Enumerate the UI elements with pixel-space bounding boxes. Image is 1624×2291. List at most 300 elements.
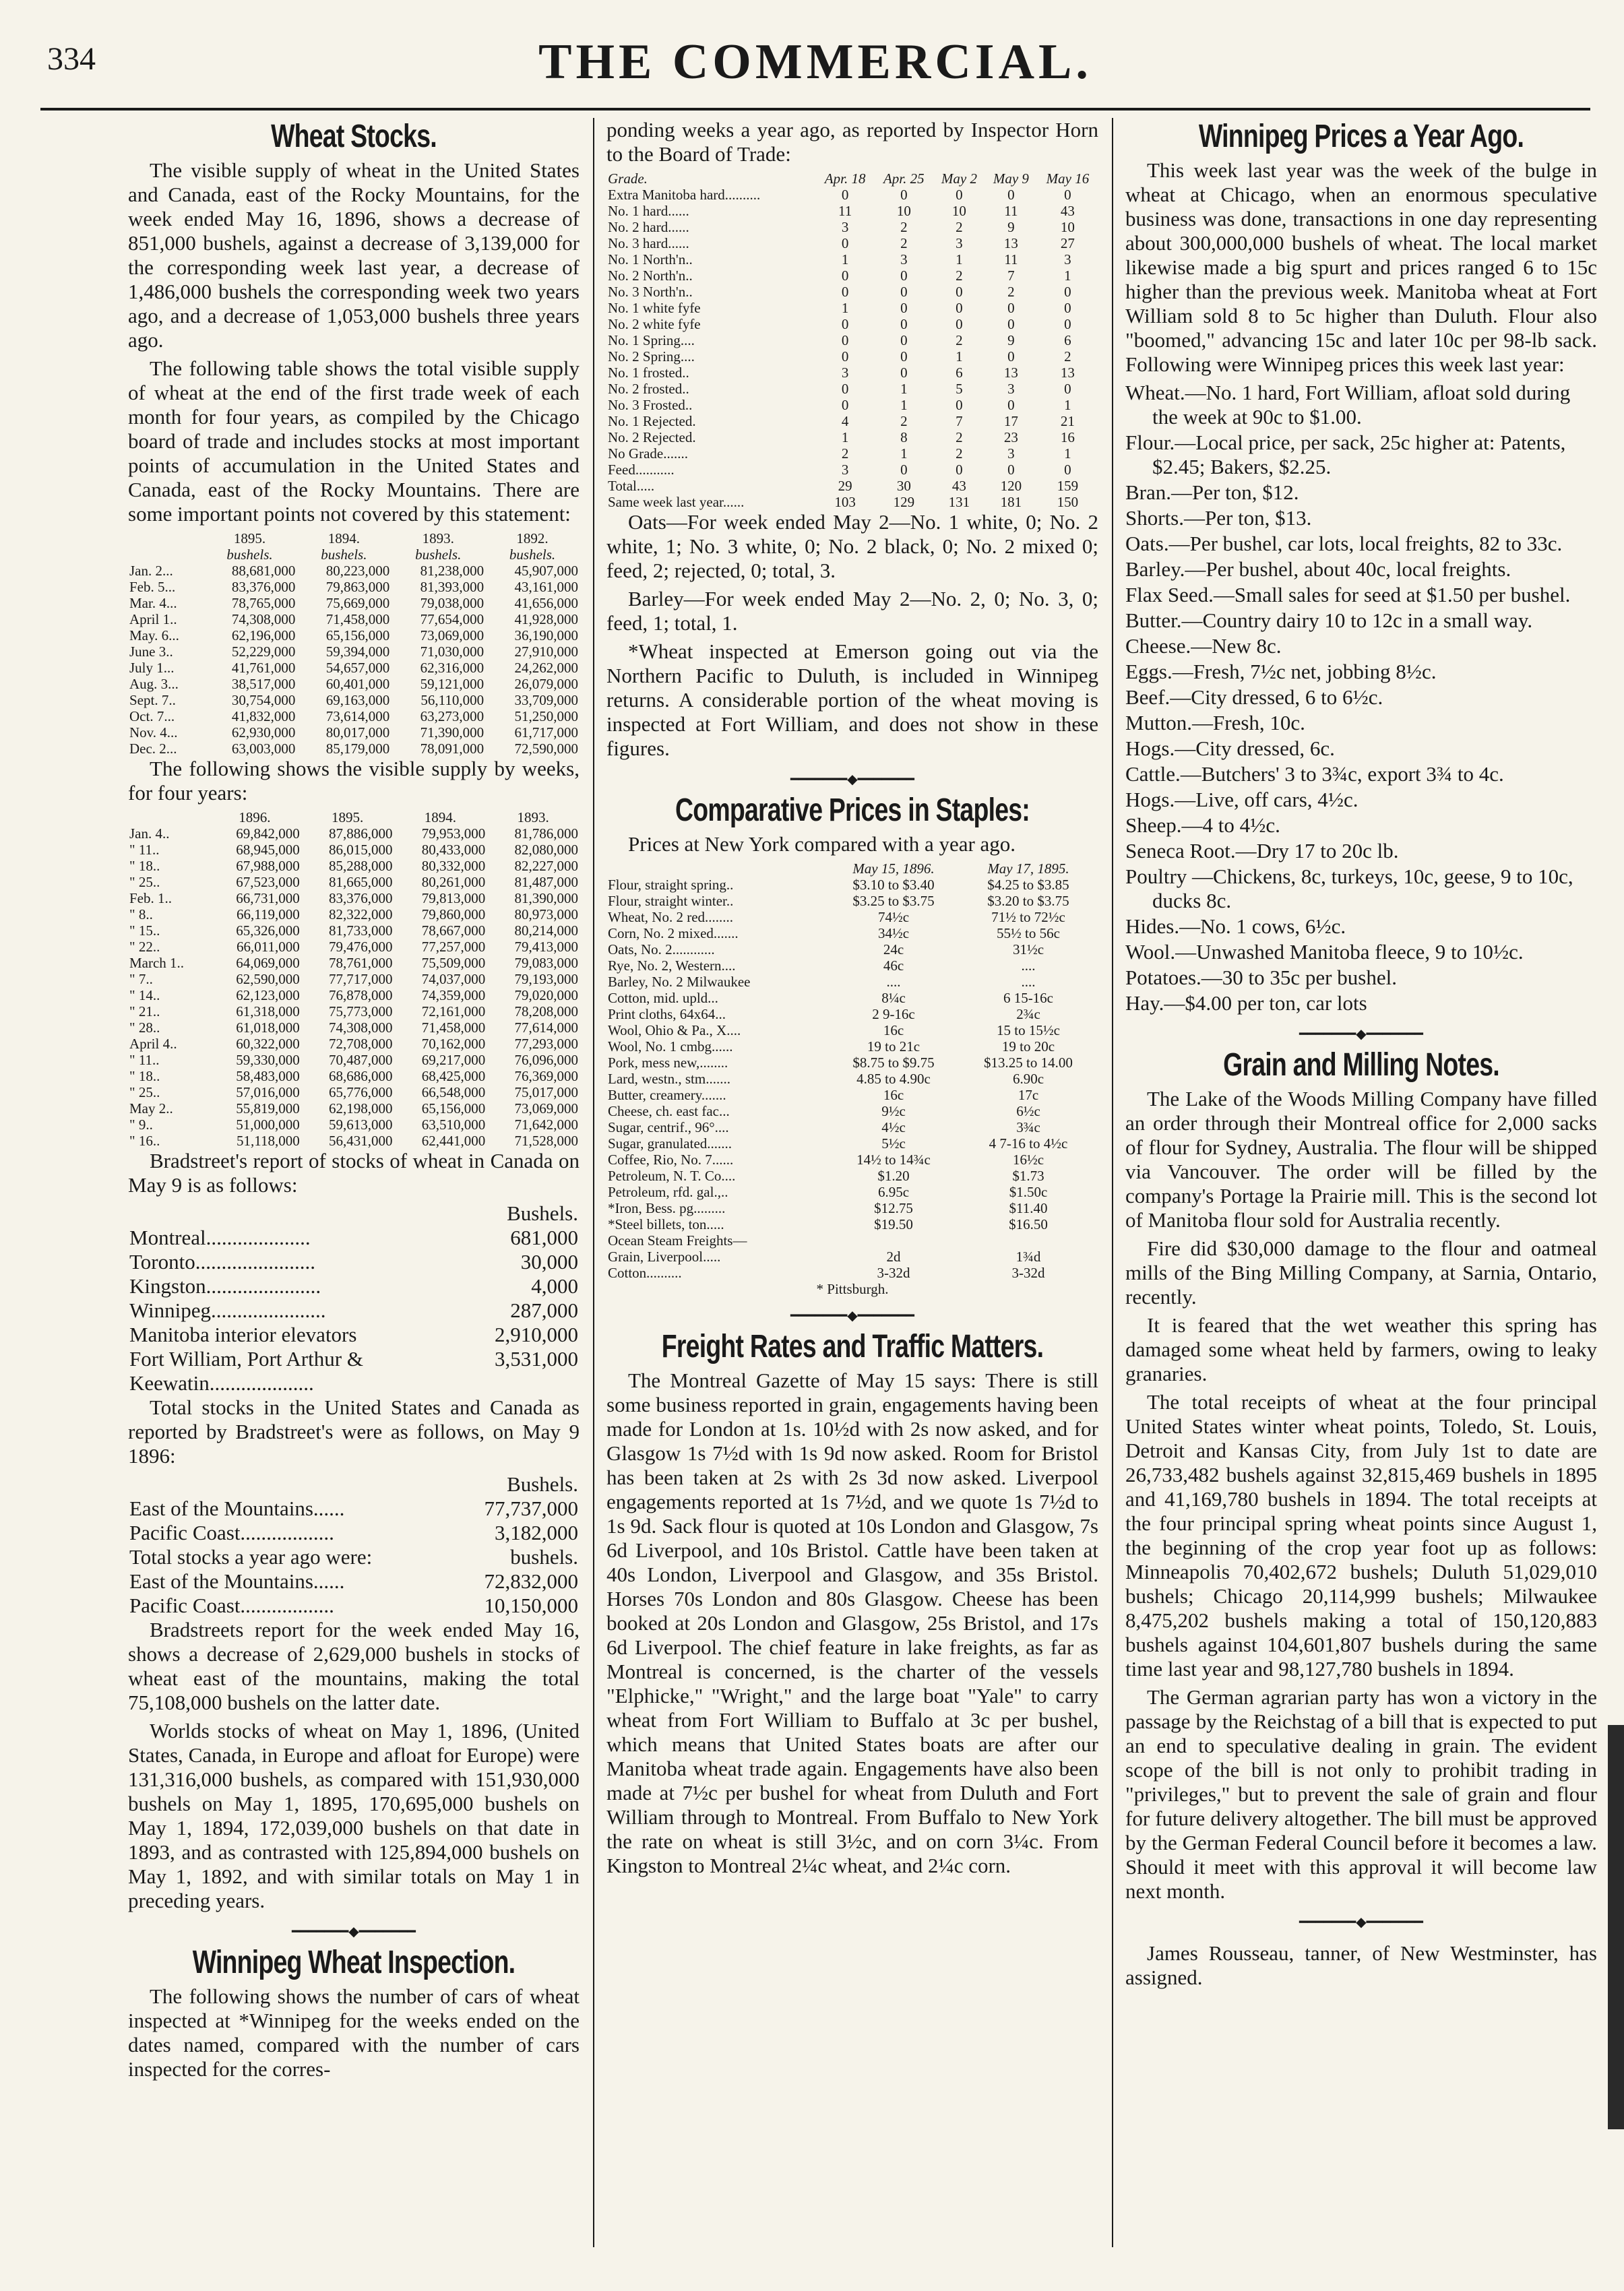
row-label: Pacific Coast.................. <box>129 1521 334 1544</box>
freight-heading: Freight Rates and Traffic Matters. <box>661 1329 1044 1364</box>
row-label: Jan. 4.. <box>129 825 170 842</box>
cell-value: 11 <box>1004 203 1018 219</box>
row-label: Flour, straight winter.. <box>608 893 734 909</box>
cell-value: 59,613,000 <box>328 1117 393 1133</box>
table-row <box>606 219 1098 235</box>
cell-value: 62,123,000 <box>236 987 300 1003</box>
grade-header: Grade. <box>608 170 648 187</box>
cell-value: 0 <box>900 462 908 478</box>
cell-value: 71,030,000 <box>420 644 485 660</box>
cell-value: 9½c <box>881 1103 906 1119</box>
canada-stocks-table <box>128 1201 580 1395</box>
unit-header: Bushels. <box>507 1201 578 1225</box>
cell-value: 0 <box>1064 300 1071 316</box>
cell-value: 41,832,000 <box>231 708 296 724</box>
cell-value: 1 <box>900 445 908 462</box>
cell-value: 31½c <box>1012 941 1044 958</box>
cell-value: 72,161,000 <box>421 1003 486 1019</box>
row-label: No. 3 North'n.. <box>608 284 693 300</box>
row-label: July 1... <box>129 660 175 676</box>
date-header: May 17, 1895. <box>987 860 1069 877</box>
row-label: " 11.. <box>129 1052 160 1068</box>
price-item: Wheat.—No. 1 hard, Fort William, afloat sold during the week at 90c to $1.00. <box>1125 381 1571 429</box>
row-label: Mar. 4... <box>129 595 177 611</box>
cell-value: 24c <box>883 941 904 958</box>
cell-value: 82,322,000 <box>328 906 393 922</box>
cell-value: 55,819,000 <box>236 1100 300 1117</box>
row-label: " 11.. <box>129 842 160 858</box>
cell-value: 71½ to 72½c <box>991 909 1065 925</box>
total-value: 159 <box>1057 478 1079 494</box>
table-row <box>128 644 580 660</box>
cell-value: 76,878,000 <box>328 987 393 1003</box>
cell-value: 0 <box>956 187 963 203</box>
cell-value: 66,011,000 <box>236 939 300 955</box>
cell-value: 2 <box>900 413 908 429</box>
column-rule-1 <box>593 118 594 2247</box>
cell-value: 41,656,000 <box>514 595 578 611</box>
cell-value: 56,110,000 <box>420 692 485 708</box>
row-label: May. 6... <box>129 627 179 644</box>
row-label: " 14.. <box>129 987 160 1003</box>
row-label: Aug. 3... <box>129 676 179 692</box>
cell-value: 76,369,000 <box>514 1068 578 1084</box>
table-row <box>606 187 1098 203</box>
cell-value: 75,509,000 <box>421 955 486 971</box>
cell-value: 3 <box>841 462 849 478</box>
cell-value: 71,458,000 <box>421 1019 486 1036</box>
table-row <box>128 563 580 579</box>
cell-value: 4 <box>841 413 849 429</box>
cell-value: .... <box>886 974 901 990</box>
table-row <box>128 1497 580 1521</box>
cell-value: 13 <box>1060 365 1075 381</box>
row-label: Kingston...................... <box>129 1274 321 1298</box>
cell-value: 1 <box>841 251 849 268</box>
date-header: May 2 <box>941 170 977 187</box>
table-row <box>128 1133 580 1149</box>
table-row <box>606 462 1098 478</box>
price-item: Mutton.—Fresh, 10c. <box>1125 711 1305 734</box>
table-row <box>128 890 580 906</box>
same-week-label: Same week last year...... <box>608 494 745 510</box>
cell-value: 0 <box>1007 462 1015 478</box>
cell-value: 83,376,000 <box>328 890 393 906</box>
table-row <box>606 1055 1098 1071</box>
year-header: 1896. <box>239 809 271 825</box>
date-header: Apr. 25 <box>883 170 925 187</box>
cell-value: 79,863,000 <box>325 579 390 595</box>
cell-value: 62,441,000 <box>421 1133 486 1149</box>
table-row <box>606 203 1098 219</box>
price-item: Barley.—Per bushel, about 40c, local freights. <box>1125 557 1511 581</box>
cell-value: 0 <box>956 397 963 413</box>
cell-value: 69,842,000 <box>236 825 300 842</box>
cell-value: 81,733,000 <box>328 922 393 939</box>
cell-value: 77,293,000 <box>514 1036 578 1052</box>
row-label: Print cloths, 64x64... <box>608 1006 726 1022</box>
row-label: No. 1 white fyfe <box>608 300 701 316</box>
cell-value: 0 <box>841 332 849 348</box>
unit-header: bushels. <box>226 546 273 563</box>
winnipeg-prices-p1: This week last year was the week of the bulge in wheat at Chicago, when an enormous speculative business was done, transactions in one day representing about 300,000,000 bushels of wheat. The local market likewise made a big spurt and prices ranged 6 to 15c higher than the previous week. Manitoba wheat at Fort William sold 8 to 5c higher than Duluth. Flour also "boomed," advancing 15c and later 10c per 98-lb sack. Following were Winnipeg prices this week last year: <box>1125 158 1597 376</box>
row-label: " 25.. <box>129 874 160 890</box>
total-stocks-table <box>128 1472 580 1618</box>
cell-value: 2,910,000 <box>495 1323 578 1346</box>
cell-value: 1 <box>1064 397 1071 413</box>
table-row <box>128 1052 580 1068</box>
cell-value: 71,528,000 <box>514 1133 578 1149</box>
row-label: Feb. 1.. <box>129 890 172 906</box>
row-label: Flour, straight spring.. <box>608 877 734 893</box>
cell-value: 63,273,000 <box>420 708 485 724</box>
row-label: No Grade....... <box>608 445 688 462</box>
winnipeg-prices-heading: Winnipeg Prices a Year Ago. <box>1198 119 1524 154</box>
row-label: Extra Manitoba hard.......... <box>608 187 761 203</box>
cell-value: 66,731,000 <box>236 890 300 906</box>
total-value: 29 <box>838 478 852 494</box>
row-label: " 8.. <box>129 906 153 922</box>
cell-value: 46c <box>883 958 904 974</box>
weekly-supply-table <box>128 809 580 1149</box>
cell-value: 77,717,000 <box>328 971 393 987</box>
total-value: 30 <box>896 478 911 494</box>
cell-value: 1 <box>900 397 908 413</box>
cell-value: 77,737,000 <box>484 1497 578 1520</box>
column-1 <box>128 118 580 2271</box>
grain-milling-p1: The Lake of the Woods Milling Company have filled an order through their Montreal office for 2,000 sacks of flour for Sydney, Australia. The flour will be shipped via Vancouver. The order will be filled by the company's Portage la Prairie mill. This is the second lot of Manitoba flour sold for Australia recently. <box>1125 1087 1597 1232</box>
table-row <box>606 365 1098 381</box>
cell-value: 10 <box>1060 219 1075 235</box>
cell-value: 64,069,000 <box>236 955 300 971</box>
cell-value: 0 <box>900 316 908 332</box>
freight-paragraph: The Montreal Gazette of May 15 says: There is still some business reported in grain, engagements having been made for London at 1s. 10½d with 2s now asked, and for Glasgow 1s 7½d with 1s 9d now asked. Room for Bristol has been taken at 2s with 2s 3d now asked. Liverpool engagements reported at 1s 7½d, and we quote 1s 7½d to 1s 9d. Sack flour is quoted at 10s London and Glasgow, 7s 6d Liverpool, and 10s Bristol. Cattle have been taken at 40s London, Liverpool and Glasgow, and 35s Bristol. Horses 70s London and 80s Glasgow. Cheese has been booked at 20s London and Glasgow, 25s Bristol, and 17s 6d Liverpool. The chief feature in lake freights, as far as Montreal is concerned, is the charter of the vessels "Elphicke," "Wright," and the large boat "Yale" to carry wheat from Fort William to Buffalo at 3c per bushel, which means that United States boats are after our Manitoba wheat trade again. Engagements have also been made at 7½c per bushel for wheat from Duluth and Fort William through to Montreal. From Buffalo to New York the rate on wheat is still 3½c, and on corn 3¼c. From Kingston to Montreal 2¼c wheat, and 2¼c corn. <box>606 1369 1098 1877</box>
row-label: " 15.. <box>129 922 160 939</box>
table-row <box>128 724 580 741</box>
cell-value: 56,431,000 <box>328 1133 393 1149</box>
row-label: Jan. 2... <box>129 563 173 579</box>
cell-value: 0 <box>1064 187 1071 203</box>
cell-value: 1 <box>841 429 849 445</box>
cell-value: 0 <box>1007 187 1015 203</box>
row-label: No. 2 North'n.. <box>608 268 693 284</box>
grain-milling-p5: The German agrarian party has won a victory in the passage by the Reichstag of a bill that is expected to put an end to speculative dealing in grain. The evident scope of the bill is not only to prohibit trading in "privileges," but to prevent the sale of grain and flour for future delivery altogether. The bill must be approved by the German Federal Council before it becomes a law. Should it meet with this approval it will become law next month. <box>1125 1685 1597 1903</box>
cell-value: 68,945,000 <box>236 842 300 858</box>
cell-value: 41,928,000 <box>514 611 578 627</box>
year-header: 1893. <box>422 530 454 546</box>
cell-value: $8.75 to $9.75 <box>852 1055 935 1071</box>
cell-value: $4.25 to $3.85 <box>987 877 1069 893</box>
table-row <box>128 1068 580 1084</box>
table-row <box>606 397 1098 413</box>
cell-value: 6.95c <box>877 1184 910 1200</box>
cell-value: $3.25 to $3.75 <box>852 893 935 909</box>
cell-value: 1 <box>841 300 849 316</box>
cell-value: 66,119,000 <box>236 906 300 922</box>
cell-value: 80,017,000 <box>325 724 390 741</box>
grain-milling-heading: Grain and Milling Notes. <box>1223 1047 1499 1083</box>
cell-value: 6.90c <box>1012 1071 1044 1087</box>
cell-value: 82,080,000 <box>514 842 578 858</box>
cell-value: 0 <box>1064 316 1071 332</box>
cell-value: 69,163,000 <box>325 692 390 708</box>
table-row <box>606 974 1098 990</box>
cell-value: 74,308,000 <box>328 1019 393 1036</box>
cell-value: 43 <box>1060 203 1075 219</box>
row-label: Dec. 2... <box>129 741 177 757</box>
cell-value: 79,953,000 <box>421 825 486 842</box>
row-label: Sugar, granulated....... <box>608 1135 732 1152</box>
cell-value: 3 <box>841 219 849 235</box>
row-label: No. 1 Rejected. <box>608 413 696 429</box>
wheat-stocks-heading: Wheat Stocks. <box>271 119 437 154</box>
table-row <box>128 922 580 939</box>
unit-header: bushels. <box>509 546 556 563</box>
cell-value: 0 <box>1007 316 1015 332</box>
table-row <box>606 1119 1098 1135</box>
table-row <box>128 741 580 757</box>
cell-value: 0 <box>956 284 963 300</box>
cell-value: 2 <box>900 219 908 235</box>
cell-value: 75,017,000 <box>514 1084 578 1100</box>
cell-value: 72,590,000 <box>514 741 578 757</box>
cell-value: 85,179,000 <box>325 741 390 757</box>
cell-value: 27,910,000 <box>514 644 578 660</box>
row-label: May 2.. <box>129 1100 173 1117</box>
row-label: Petroleum, rfd. gal.,.. <box>608 1184 728 1200</box>
cell-value: 681,000 <box>510 1226 578 1249</box>
table-row <box>128 1323 580 1347</box>
cell-value: 6 <box>956 365 963 381</box>
page-number: 334 <box>47 41 96 77</box>
cell-value: .... <box>1021 958 1036 974</box>
cell-value: 0 <box>900 284 908 300</box>
table-row <box>128 906 580 922</box>
table-row <box>606 381 1098 397</box>
cell-value: 65,156,000 <box>325 627 390 644</box>
cell-value: 3,182,000 <box>495 1521 578 1544</box>
cell-value: 45,907,000 <box>514 563 578 579</box>
cell-value: 2¾c <box>1016 1006 1040 1022</box>
row-label: Cotton, mid. upld... <box>608 990 718 1006</box>
cell-value <box>829 1232 958 1249</box>
date-header: May 15, 1896. <box>852 860 935 877</box>
row-label: Wool, Ohio & Pa., X.... <box>608 1022 741 1038</box>
cell-value: 1 <box>956 251 963 268</box>
cell-value: 34½c <box>877 925 910 941</box>
cell-value: 2 <box>841 445 849 462</box>
cell-value: 77,257,000 <box>421 939 486 955</box>
same-week-value: 131 <box>948 494 970 510</box>
cell-value: 78,208,000 <box>514 1003 578 1019</box>
cell-value: 0 <box>841 397 849 413</box>
row-label: Butter, creamery....... <box>608 1087 726 1103</box>
cell-value: 74,037,000 <box>421 971 486 987</box>
row-label: No. 1 Spring.... <box>608 332 695 348</box>
grain-milling-p2: Fire did $30,000 damage to the flour and oatmeal mills of the Bing Milling Company, at Sarnia, Ontario, recently. <box>1125 1236 1597 1309</box>
table-row <box>128 939 580 955</box>
cell-value: $1.73 <box>1012 1168 1044 1184</box>
cell-value: 2 <box>956 429 963 445</box>
table-row <box>128 660 580 676</box>
cell-value: 81,665,000 <box>328 874 393 890</box>
price-item: Bran.—Per ton, $12. <box>1125 480 1299 504</box>
row-label: Oats, No. 2............ <box>608 941 715 958</box>
price-item: Poultry —Chickens, 8c, turkeys, 10c, geese, 9 to 10c, ducks 8c. <box>1125 865 1573 912</box>
cell-value: 63,003,000 <box>231 741 296 757</box>
row-label: No. 2 Spring.... <box>608 348 695 365</box>
table-row <box>128 1036 580 1052</box>
cell-value: 72,832,000 <box>484 1569 578 1593</box>
cell-value: 74,308,000 <box>231 611 296 627</box>
table-row <box>128 842 580 858</box>
wheat-stocks-p6: Bradstreets report for the week ended May 16, shows a decrease of 2,629,000 bushels in stocks of wheat east of the mountains, making the total 75,108,000 bushels on the latter date. <box>128 1618 580 1714</box>
section-separator: ━━━━━━━◆━━━━━━━ <box>1299 1915 1423 1930</box>
table-row <box>128 1594 580 1618</box>
cell-value: 79,020,000 <box>514 987 578 1003</box>
price-item: Cattle.—Butchers' 3 to 3¾c, export 3¾ to 4c. <box>1125 762 1504 786</box>
cell-value: bushels. <box>510 1545 578 1569</box>
cell-value: 54,657,000 <box>325 660 390 676</box>
cell-value: 83,376,000 <box>231 579 296 595</box>
table-row <box>606 990 1098 1006</box>
row-label: " 18.. <box>129 1068 160 1084</box>
cell-value: 3,531,000 <box>495 1347 578 1371</box>
cell-value: 62,590,000 <box>236 971 300 987</box>
table-row <box>606 1135 1098 1152</box>
cell-value: 7 <box>956 413 963 429</box>
cell-value: 21 <box>1060 413 1075 429</box>
cell-value: 73,069,000 <box>420 627 485 644</box>
row-label: " 28.. <box>129 1019 160 1036</box>
cell-value: 0 <box>1064 284 1071 300</box>
binding-edge <box>1608 1725 1624 2129</box>
same-week-value: 103 <box>834 494 856 510</box>
year-header: 1894. <box>327 530 360 546</box>
row-label: Grain, Liverpool..... <box>608 1249 721 1265</box>
row-label: No. 3 Frosted.. <box>608 397 693 413</box>
table-row <box>606 877 1098 893</box>
row-label: Sugar, centrif., 96°.... <box>608 1119 729 1135</box>
row-label: " 9.. <box>129 1117 153 1133</box>
cell-value: 2 <box>900 235 908 251</box>
grain-milling-p3: It is feared that the wet weather this spring has damaged some wheat held by farmers, owing to leaky granaries. <box>1125 1313 1597 1385</box>
table-row <box>606 251 1098 268</box>
cell-value: 38,517,000 <box>231 676 296 692</box>
cell-value: 68,425,000 <box>421 1068 486 1084</box>
cell-value: 6½c <box>1016 1103 1040 1119</box>
price-items <box>1125 381 1597 1015</box>
row-label: Rye, No. 2, Western.... <box>608 958 736 974</box>
table-row <box>128 955 580 971</box>
table-row <box>128 1117 580 1133</box>
row-label: Wheat, No. 2 red........ <box>608 909 734 925</box>
cell-value: 76,096,000 <box>514 1052 578 1068</box>
cell-value: 75,669,000 <box>325 595 390 611</box>
cell-value: 59,330,000 <box>236 1052 300 1068</box>
cell-value: 79,813,000 <box>421 890 486 906</box>
cell-value: 4½c <box>881 1119 906 1135</box>
cell-value: 88,681,000 <box>231 563 296 579</box>
cell-value: 17 <box>1003 413 1018 429</box>
cell-value <box>958 1232 1098 1249</box>
cell-value: 4 7-16 to 4½c <box>989 1135 1068 1152</box>
cell-value: 13 <box>1003 235 1018 251</box>
cell-value: 62,316,000 <box>420 660 485 676</box>
row-label: East of the Mountains...... <box>129 1569 345 1593</box>
cell-value: 60,401,000 <box>325 676 390 692</box>
table-row <box>128 1003 580 1019</box>
cell-value: 2 <box>1007 284 1015 300</box>
cell-value: 23 <box>1003 429 1018 445</box>
row-label: Pacific Coast.................. <box>129 1594 334 1617</box>
cell-value: 1 <box>956 348 963 365</box>
column-rule-2 <box>1112 118 1113 2247</box>
weekly-supply-rows <box>128 825 580 1149</box>
row-label: Winnipeg...................... <box>129 1298 326 1322</box>
wheat-stocks-p2: The following table shows the total visible supply of wheat at the end of the first trade week of each month for four years, as compiled by the Chicago board of trade and includes stocks at most important points of accumulation in the United States and Canada, east of the Rocky Mountains. There are some important points not covered by this statement: <box>128 356 580 526</box>
table-row <box>128 692 580 708</box>
year-header: 1892. <box>516 530 549 546</box>
cell-value: $3.10 to $3.40 <box>852 877 935 893</box>
row-label: Manitoba interior elevators <box>129 1323 357 1346</box>
table-row <box>606 925 1098 941</box>
section-separator: ━━━━━━━◆━━━━━━━ <box>1299 1027 1423 1042</box>
price-item: Seneca Root.—Dry 17 to 20c lb. <box>1125 839 1399 862</box>
row-label: Ocean Steam Freights— <box>608 1232 747 1249</box>
comparative-intro: Prices at New York compared with a year ago. <box>628 832 1016 856</box>
cell-value: 67,523,000 <box>236 874 300 890</box>
table-row <box>606 1006 1098 1022</box>
cell-value: 79,083,000 <box>514 955 578 971</box>
emerson-paragraph: *Wheat inspected at Emerson going out via the Northern Pacific to Duluth, is included in Winnipeg returns. A considerable portion of the wheat moving is inspected at Fort William, and does not show in these figures. <box>606 639 1098 760</box>
table-row <box>606 348 1098 365</box>
table-row <box>606 958 1098 974</box>
row-label: *Steel billets, ton..... <box>608 1216 724 1232</box>
cell-value: 79,860,000 <box>421 906 486 922</box>
cell-value: 58,483,000 <box>236 1068 300 1084</box>
canada-stocks-rows <box>128 1226 580 1395</box>
table-row <box>128 627 580 644</box>
cell-value: 0 <box>1064 462 1071 478</box>
table-row <box>128 611 580 627</box>
cell-value: 5½c <box>881 1135 906 1152</box>
column-2 <box>606 118 1098 2271</box>
cell-value: 1 <box>1064 445 1071 462</box>
cell-value: 78,761,000 <box>328 955 393 971</box>
total-stocks-rows <box>128 1497 580 1618</box>
cell-value: 81,786,000 <box>514 825 578 842</box>
cell-value: 2 <box>956 219 963 235</box>
cell-value: 0 <box>900 365 908 381</box>
unit-header: bushels. <box>321 546 367 563</box>
cell-value: 66,548,000 <box>421 1084 486 1100</box>
cell-value: 79,476,000 <box>328 939 393 955</box>
cell-value: 1 <box>900 381 908 397</box>
cell-value: 9 <box>1007 219 1015 235</box>
table-row <box>606 1232 1098 1249</box>
cell-value: 0 <box>900 332 908 348</box>
section-separator: ━━━━━━━◆━━━━━━━ <box>790 1309 914 1323</box>
cell-value: 0 <box>956 462 963 478</box>
cell-value: 16 <box>1060 429 1075 445</box>
date-header: May 9 <box>993 170 1029 187</box>
cell-value: 51,000,000 <box>236 1117 300 1133</box>
table-row <box>128 1521 580 1545</box>
cell-value: 80,214,000 <box>514 922 578 939</box>
row-label: " 16.. <box>129 1133 160 1149</box>
row-label: Lard, westn., stm....... <box>608 1071 730 1087</box>
